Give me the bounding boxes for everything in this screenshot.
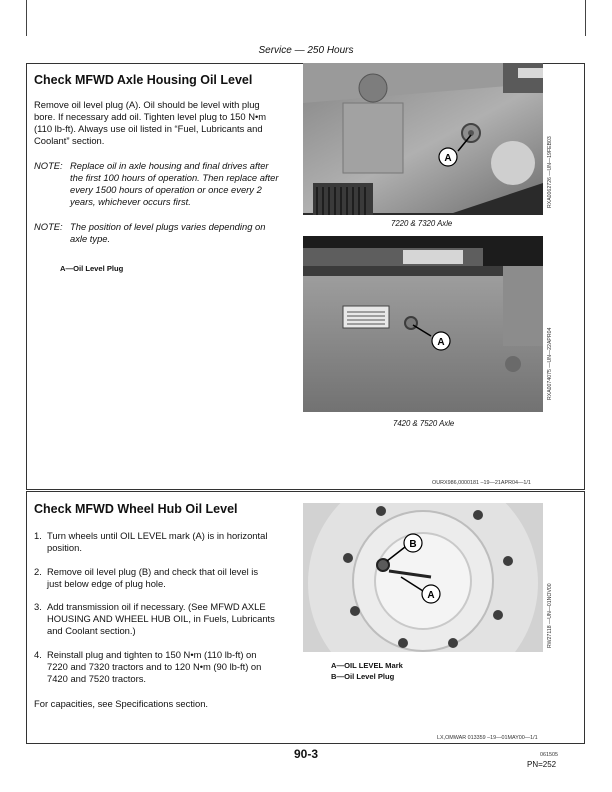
para-line: bore. If necessary add oil. Tighten level plug to 150 N•m	[34, 111, 267, 122]
callout-a-label: A	[427, 590, 435, 601]
list-line: just below edge of plug hole.	[47, 578, 166, 589]
list-number: 2.	[34, 566, 42, 577]
photo-axle-7420-7520	[303, 236, 543, 412]
photo1-code: RXA0062726 —UN—19FEB03	[547, 136, 553, 208]
list-item	[34, 566, 314, 590]
note-label: NOTE:	[34, 160, 63, 171]
photo1-caption: 7220 & 7320 Axle	[391, 219, 453, 228]
para-line: (110 lb-ft). Always use oil listed in “Fuel, Lubricants and	[34, 123, 263, 134]
list-number: 4.	[34, 649, 42, 660]
section-title-axle: Check MFWD Axle Housing Oil Level	[34, 73, 253, 87]
list-item	[34, 530, 314, 554]
list-text	[47, 530, 309, 554]
capacities-note: For capacities, see Specifications section.	[34, 698, 209, 709]
note-line: The position of level plugs varies depending on	[70, 221, 266, 232]
note-replace-oil	[34, 160, 296, 208]
list-item	[34, 601, 314, 637]
section-title-wheel-hub: Check MFWD Wheel Hub Oil Level	[34, 502, 238, 516]
note-line: the first 100 hours of operation. Then replace after	[70, 172, 279, 183]
list-line: 7420 and 7520 tractors.	[47, 673, 147, 684]
callout-a-label: A	[444, 153, 452, 164]
date-code: 061505	[540, 752, 558, 758]
list-number: 3.	[34, 601, 42, 612]
note-line: every 1500 hours of operation or once every 2	[70, 184, 262, 195]
photo2-caption: 7420 & 7520 Axle	[393, 419, 455, 428]
list-line: Turn wheels until OIL LEVEL mark (A) is in horizontal	[47, 530, 268, 541]
axle-paragraph	[34, 99, 290, 147]
photo-axle-7220-7320	[303, 63, 543, 215]
header-rule-left	[26, 0, 27, 36]
list-text	[47, 566, 309, 590]
note-text	[70, 160, 290, 208]
photo3-code: RW27118 —UN—01NOV00	[547, 583, 553, 648]
list-line: Remove oil level plug (B) and check that oil level is	[47, 566, 259, 577]
note-line: Replace oil in axle housing and final drives after	[70, 160, 269, 171]
note-label: NOTE:	[34, 221, 63, 232]
part-number: PN=252	[527, 760, 557, 769]
list-item	[34, 649, 314, 685]
header-rule-right	[585, 0, 586, 36]
note-line: axle type.	[70, 233, 111, 244]
para-line: Coolant” section.	[34, 135, 105, 146]
section1-footer-code: OURX986,0000181 –19—21APR04—1/1	[432, 480, 531, 486]
note-plug-position	[34, 221, 296, 245]
list-line: Add transmission oil if necessary. (See MFWD AXLE	[47, 601, 266, 612]
list-line: Reinstall plug and tighten to 150 N•m (110 lb-ft) on	[47, 649, 257, 660]
callout-b-label: B	[409, 539, 417, 550]
para-line: Remove oil level plug (A). Oil should be level with plug	[34, 99, 260, 110]
page-number: 90-3	[293, 747, 319, 761]
list-line: HOUSING AND WHEEL HUB OIL, in Fuels, Lubricants	[47, 613, 275, 624]
legend-oil-level-mark: A—OIL LEVEL Mark	[331, 661, 403, 670]
photo2-code: RXA0074075 —UN—22APR04	[547, 327, 553, 400]
list-line: 7220 and 7320 tractors and to 120 N•m (90 lb-ft) on	[47, 661, 262, 672]
section2-footer-code: LX,OMWAR 013359 –19—01MAY00—1/1	[437, 735, 538, 741]
legend-oil-level-plug: A—Oil Level Plug	[60, 264, 124, 273]
list-text	[47, 649, 309, 685]
list-number: 1.	[34, 530, 42, 541]
photo-wheel-hub	[303, 503, 543, 652]
legend-oil-level-plug: B—Oil Level Plug	[331, 672, 395, 681]
page-header: Service — 250 Hours	[258, 45, 354, 56]
note-text	[70, 221, 290, 245]
callout-a-label: A	[437, 337, 445, 348]
list-text	[47, 601, 309, 637]
data-plate	[343, 306, 389, 328]
note-line: years, whichever occurs first.	[70, 196, 191, 207]
list-line: position.	[47, 542, 82, 553]
list-line: and Coolant section.)	[47, 625, 136, 636]
